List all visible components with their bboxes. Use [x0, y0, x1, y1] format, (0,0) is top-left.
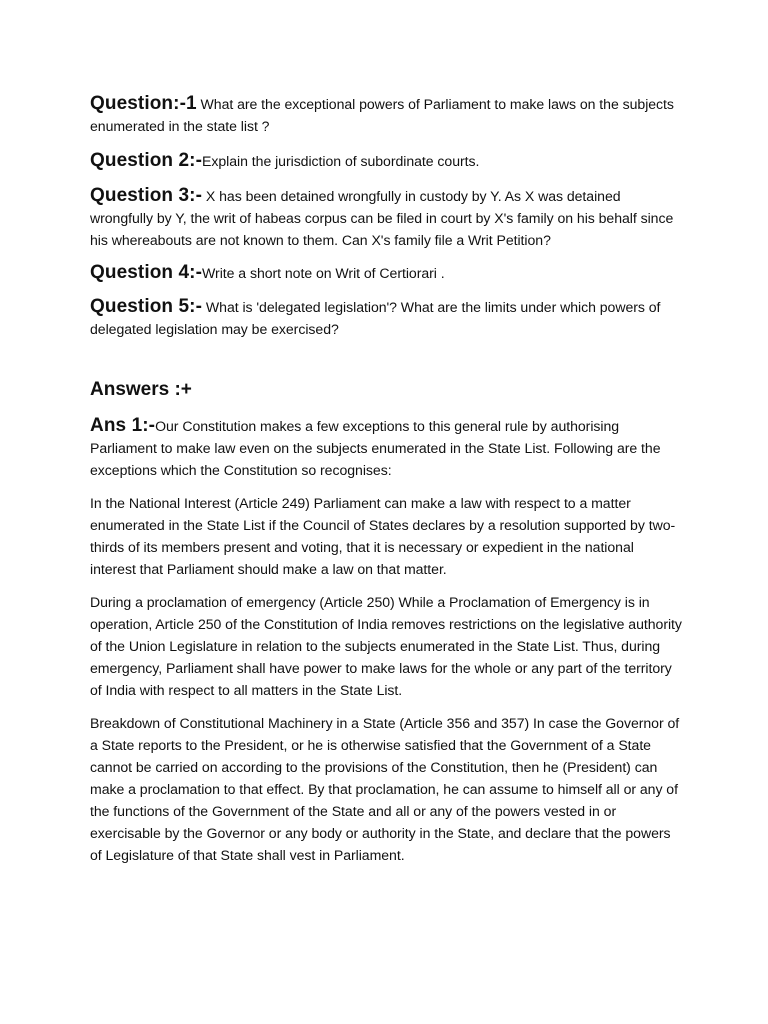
question-2 — [90, 150, 682, 172]
question-5 — [90, 296, 682, 340]
question-1-label: Question:-1 — [90, 93, 197, 114]
question-4-label: Question 4:- — [90, 262, 203, 283]
question-3-label: Question 3:- — [90, 185, 203, 206]
question-5-text: What is 'delegated legislation'? What are the limits under which powers of delegated legislation may be exercised? — [90, 299, 661, 337]
answers-heading: Answers :+ — [90, 379, 192, 400]
question-4-text: Write a short note on Writ of Certiorari . — [202, 265, 445, 281]
answer-1 — [90, 415, 682, 481]
question-1 — [90, 93, 682, 137]
question-2-text: Explain the jurisdiction of subordinate courts. — [202, 153, 480, 169]
question-4 — [90, 262, 682, 284]
answer-1-label: Ans 1:- — [90, 415, 156, 436]
document-page — [90, 93, 682, 866]
question-2-label: Question 2:- — [90, 150, 203, 171]
question-3-text: X has been detained wrongfully in custody by Y. As X was detained wrongfully by Y, the writ of habeas corpus can be filed in court by X's family on his behalf since his whereabouts are not known to them. Can X's family file a Writ Petition? — [90, 188, 674, 248]
question-1-text: What are the exceptional powers of Parliament to make laws on the subjects enumerated in the state list ? — [90, 96, 674, 134]
question-5-label: Question 5:- — [90, 296, 203, 317]
answer-paragraph-national-interest: In the National Interest (Article 249) Parliament can make a law with respect to a matter enumerated in the State List if the Council of States declares by a resolution supported by two-thirds of its members present and voting, that it is necessary or expedient in the national interest that Parliament should make a law on that matter. — [90, 495, 676, 577]
answer-paragraph-breakdown: Breakdown of Constitutional Machinery in a State (Article 356 and 357) In case the Governor of a State reports to the President, or he is otherwise satisfied that the Government of a State cannot be carried on according to the provisions of the Constitution, then he (President) can make a proclamation to that effect. By that proclamation, he can assume to himself all or any of the functions of the Government of the State and all or any of the powers vested in or exercisable by the Governor or any body or authority in the State, and declare that the powers of Legislature of that State shall vest in Parliament. — [90, 715, 680, 863]
answer-paragraph-emergency: During a proclamation of emergency (Article 250) While a Proclamation of Emergency is in operation, Article 250 of the Constitution of India removes restrictions on the legislative authority of the Union Legislature in relation to the subjects enumerated in the State List. Thus, during emergency, Parliament shall have power to make laws for the whole or any part of the territory of India with respect to all matters in the State List. — [90, 594, 682, 698]
answer-1-text: Our Constitution makes a few exceptions to this general rule by authorising Parliament to make law even on the subjects enumerated in the State List. Following are the exceptions which the Constitution so recognises: — [90, 418, 661, 478]
question-3 — [90, 185, 682, 251]
